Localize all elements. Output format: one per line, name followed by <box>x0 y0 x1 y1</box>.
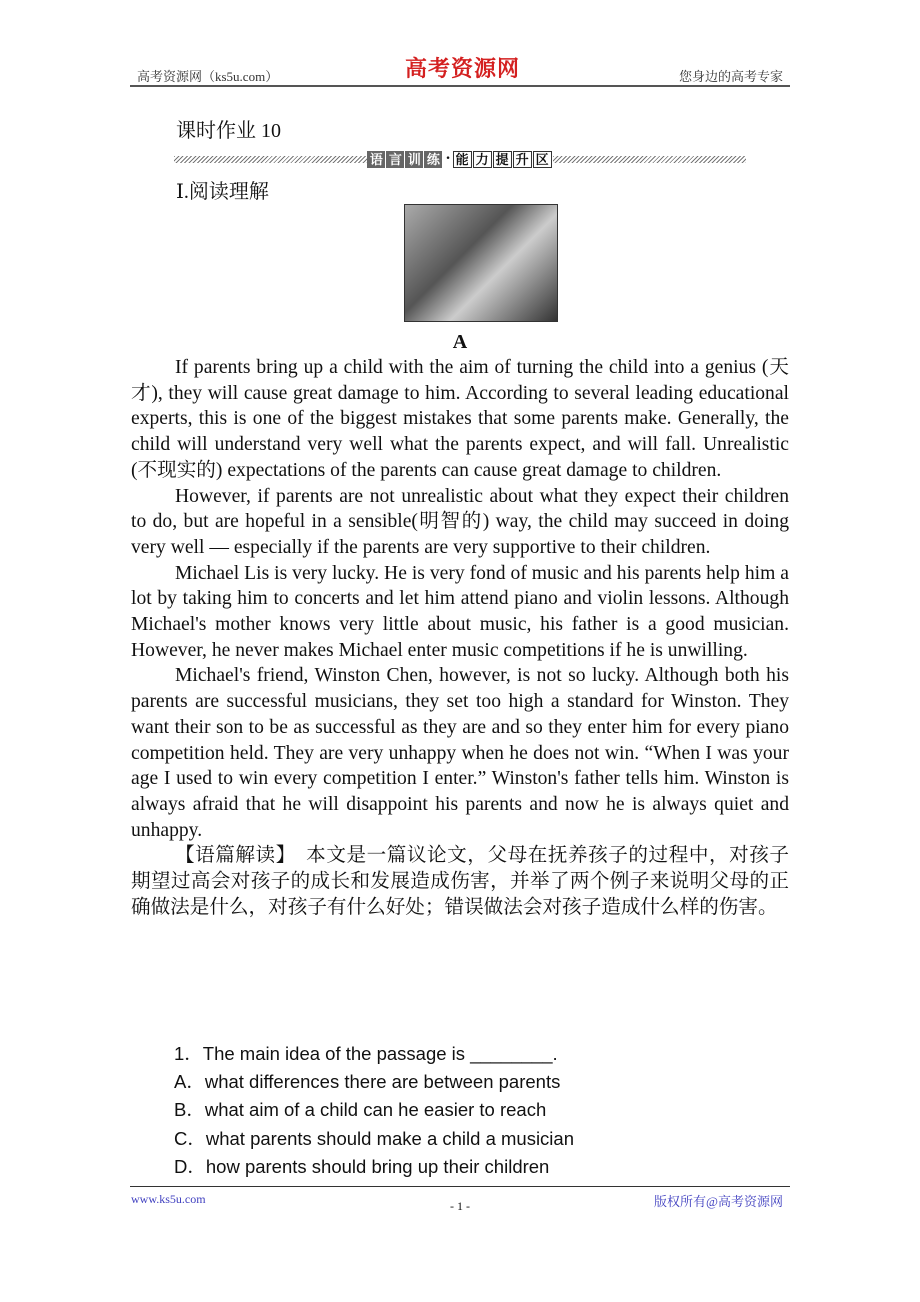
section-banner <box>174 150 746 168</box>
option-d: D．how parents should bring up their children <box>174 1155 550 1177</box>
option-c: C．what parents should make a child a musician <box>174 1127 574 1149</box>
passage-body <box>131 355 789 920</box>
header-slogan: 您身边的高考专家 <box>678 69 783 84</box>
passage-photo <box>404 204 558 322</box>
banner-char: 提 <box>493 151 512 168</box>
footer-divider <box>130 1186 790 1187</box>
footer-url[interactable]: www.ks5u.com <box>131 1192 206 1206</box>
banner-char: 练 <box>424 151 442 168</box>
banner-char: 语 <box>367 151 385 168</box>
banner-char: 升 <box>513 151 532 168</box>
banner-char: 言 <box>386 151 404 168</box>
banner-hatch-left <box>174 156 367 163</box>
question-stem: 1．The main idea of the passage is ________. <box>174 1043 558 1064</box>
header-site-name: 高考资源网（ks5u.com） <box>137 69 279 84</box>
option-b: B．what aim of a child can he easier to reach <box>174 1099 547 1121</box>
banner-char: 力 <box>473 151 492 168</box>
banner-char: 区 <box>533 151 552 168</box>
header-divider <box>130 85 790 87</box>
question-block <box>174 1040 574 1181</box>
paragraph: However, if parents are not unrealistic about what they expect their children to do, but are hopeful in a sensible(明智的) way, the child may succeed in doing very well — especially if the parents are very supportive to their children. <box>131 485 789 558</box>
header-logo: 高考资源网 <box>405 56 521 81</box>
banner-hatch-right <box>553 156 746 163</box>
section-heading: Ⅰ.阅读理解 <box>176 181 269 203</box>
paragraph: If parents bring up a child with the aim of turning the child into a genius (天才), they will cause great damage to him. According to several leading educational experts, this is one of the biggest mistakes that some parents make. Generally, the child will understand very well what the parents expect, and will fall. Unrealistic (不现实的) expectations of the parents can cause great damage to children. <box>131 357 789 481</box>
option-a: A．what differences there are between parents <box>174 1071 561 1093</box>
page-title: 课时作业 10 <box>176 120 281 142</box>
passage-letter: A <box>452 331 468 353</box>
paragraph: Michael Lis is very lucky. He is very fond of music and his parents help him a lot by taking him to concerts and let him attend piano and violin lessons. Although Michael's mother knows very little about music, his father is a good musician. However, he never makes Michael enter music competitions if he is unwilling. <box>131 562 789 661</box>
paragraph: Michael's friend, Winston Chen, however, is not so lucky. Although both his parents are successful musicians, they set too high a standard for Winston. They want their son to be as successful as they are and so they enter him for every piano competition held. They are very unhappy when he does not win. “When I was your age I used to win every competition I enter.” Winston's father tells him. Winston is always afraid that he will disappoint his parents and now he is always quiet and unhappy. <box>131 665 789 841</box>
banner-dot: · <box>445 150 451 167</box>
banner-char: 能 <box>453 151 472 168</box>
footer-copyright: 版权所有@高考资源网 <box>654 1194 783 1209</box>
page-number: - 1 - <box>450 1199 470 1213</box>
banner-char: 训 <box>405 151 423 168</box>
analysis-paragraph: 【语篇解读】 本文是一篇议论文，父母在抚养孩子的过程中，对孩子期望过高会对孩子的成长和发展造成伤害，并举了两个例子来说明父母的正确做法是什么，对孩子有什么好处；错误做法会对孩子造成什么样的伤害。 <box>131 845 789 918</box>
